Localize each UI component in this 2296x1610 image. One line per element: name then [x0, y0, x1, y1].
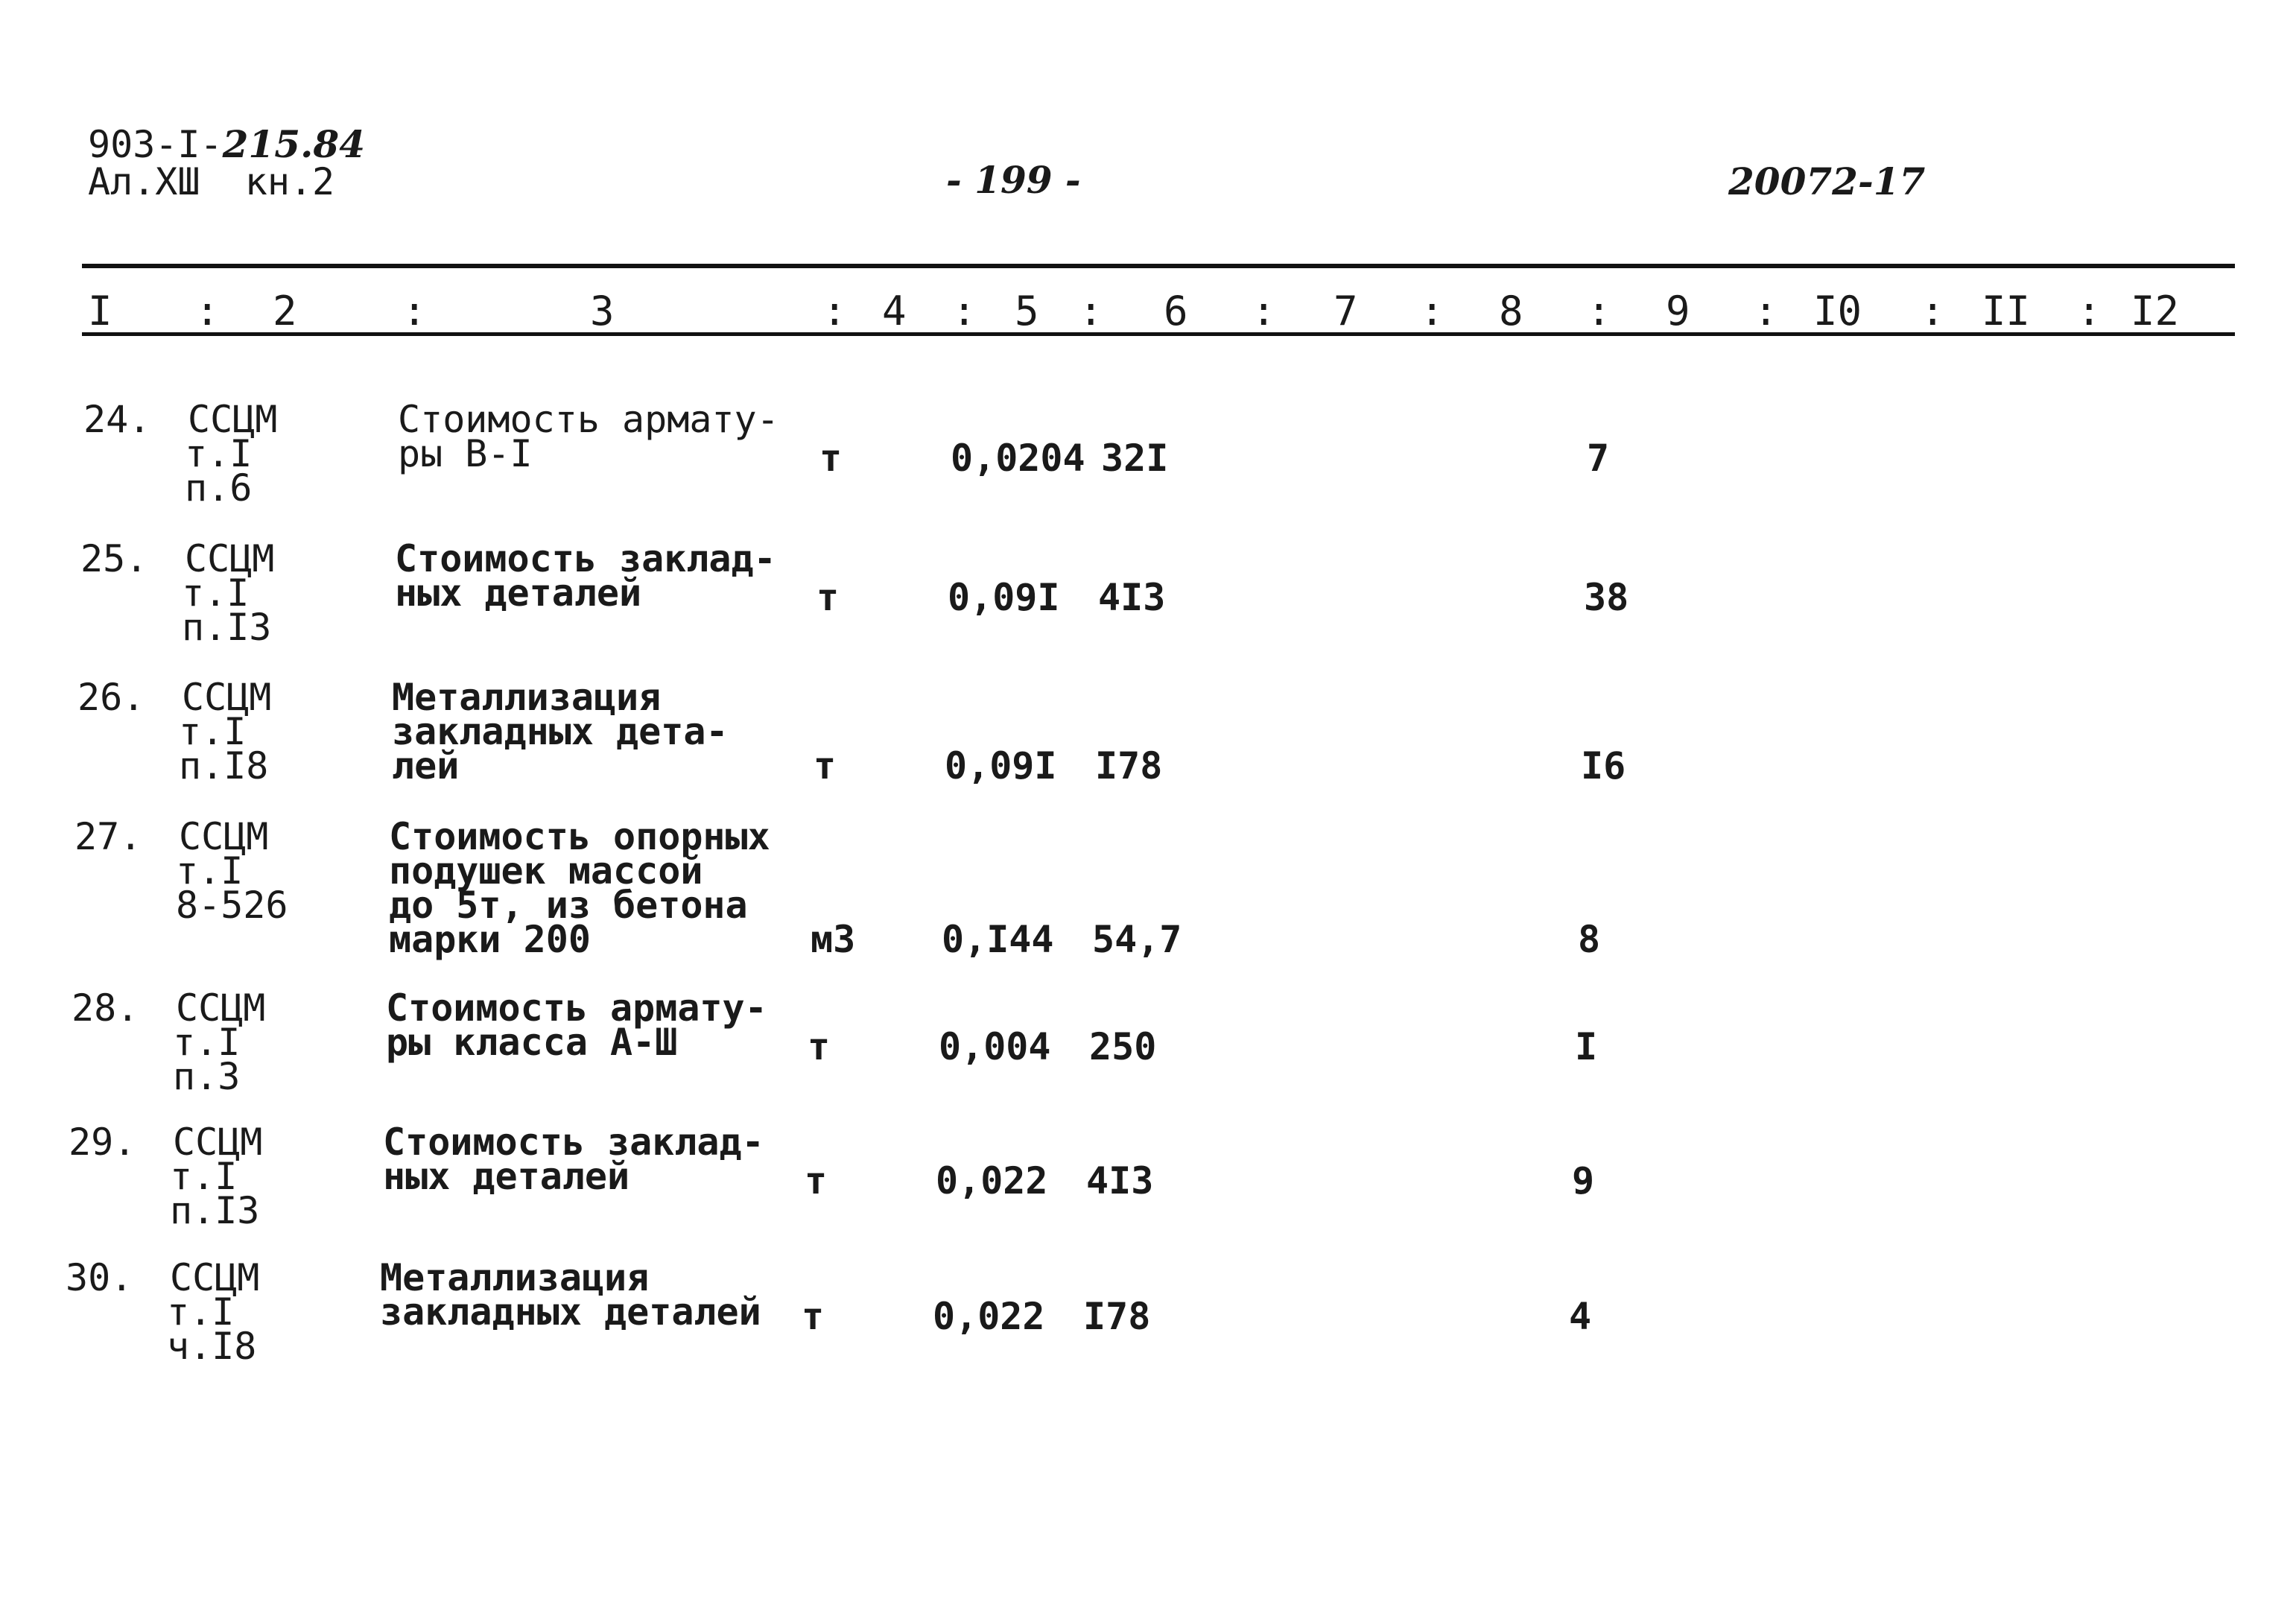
row-quantity: 0,022	[936, 1159, 1048, 1202]
row-reference: ССЦМ	[170, 1256, 260, 1299]
row-reference: п.I3	[182, 606, 272, 649]
row-description: ных деталей	[395, 571, 642, 615]
row-unit: т	[808, 1025, 831, 1068]
album-label: Ал.ХШ	[88, 160, 200, 203]
row-reference: т.I	[173, 1021, 241, 1064]
row-reference: ССЦМ	[188, 398, 278, 441]
row-quantity: 0,004	[939, 1025, 1051, 1068]
row-unit: т	[805, 1159, 828, 1202]
row-quantity: 0,0204	[951, 437, 1085, 480]
col-separator: :	[195, 288, 220, 335]
row-reference: ч.I8	[167, 1325, 257, 1368]
row-number: 25.	[80, 537, 148, 580]
row-total: 8	[1578, 918, 1601, 961]
col-label: I2	[2131, 288, 2180, 335]
col-label: 6	[1164, 288, 1188, 335]
col-separator: :	[2077, 288, 2102, 335]
col-separator: :	[822, 288, 847, 335]
row-unit: м3	[811, 918, 856, 961]
row-number: 28.	[72, 986, 139, 1030]
row-description: ры В-I	[398, 432, 533, 475]
row-quantity: 0,09I	[945, 744, 1057, 787]
document-code-prefix: 903-I-	[88, 123, 223, 166]
row-description: лей	[392, 744, 460, 787]
col-label: 9	[1666, 288, 1690, 335]
col-label: I	[88, 288, 112, 335]
row-reference: т.I	[182, 571, 250, 615]
col-label: 7	[1333, 288, 1358, 335]
book-label: кн.2	[244, 160, 335, 203]
row-description: Стоимость армату-	[398, 398, 779, 441]
col-separator: :	[1252, 288, 1276, 335]
row-total: 4	[1569, 1295, 1592, 1338]
row-reference: ССЦМ	[176, 986, 266, 1030]
row-price: I78	[1083, 1295, 1151, 1338]
row-unit: т	[816, 576, 840, 619]
row-quantity: 0,022	[933, 1295, 1045, 1338]
row-description: закладных деталей	[380, 1290, 761, 1334]
document-code-handwritten: 215.84	[222, 122, 365, 166]
col-separator: :	[952, 288, 977, 335]
col-separator: :	[1921, 288, 1945, 335]
row-price: 4I3	[1086, 1159, 1154, 1202]
row-reference: п.I8	[179, 744, 269, 787]
row-unit: т	[814, 744, 837, 787]
row-reference: ССЦМ	[173, 1121, 263, 1164]
row-total: 38	[1584, 576, 1629, 619]
row-price: 4I3	[1098, 576, 1166, 619]
row-reference: т.I	[170, 1155, 238, 1198]
row-description: Стоимость опорных	[389, 815, 770, 858]
row-reference: п.I3	[170, 1189, 260, 1232]
row-price: I78	[1095, 744, 1163, 787]
row-reference: ССЦМ	[179, 815, 269, 858]
col-label: I0	[1813, 288, 1862, 335]
row-number: 30.	[66, 1256, 133, 1299]
col-separator: :	[402, 288, 427, 335]
col-label: 5	[1015, 288, 1039, 335]
row-price: 54,7	[1092, 918, 1182, 961]
page-number: - 199 -	[946, 158, 1081, 202]
row-quantity: 0,09I	[948, 576, 1060, 619]
row-description: закладных дета-	[392, 710, 729, 753]
col-label: 3	[590, 288, 615, 335]
row-description: Стоимость заклад-	[383, 1121, 764, 1164]
row-quantity: 0,I44	[942, 918, 1054, 961]
col-separator: :	[1079, 288, 1103, 335]
row-description: Металлизация	[380, 1256, 650, 1299]
col-label: 2	[273, 288, 297, 335]
row-total: I6	[1581, 744, 1626, 787]
row-description: подушек массой	[389, 849, 703, 893]
row-number: 29.	[69, 1121, 136, 1164]
row-description: до 5т, из бетона	[389, 884, 748, 927]
row-total: 9	[1572, 1159, 1595, 1202]
row-number: 26.	[77, 676, 145, 719]
row-unit: т	[802, 1295, 825, 1338]
row-reference: ССЦМ	[185, 537, 275, 580]
row-description: ры класса А-Ш	[386, 1021, 678, 1064]
row-description: марки 200	[389, 918, 591, 961]
row-reference: т.I	[176, 849, 244, 893]
col-label: 8	[1499, 288, 1523, 335]
album-book	[88, 162, 334, 201]
col-separator: :	[1420, 288, 1444, 335]
row-reference: п.6	[185, 466, 253, 510]
row-total: I	[1575, 1025, 1598, 1068]
row-description: Металлизация	[392, 676, 662, 719]
row-reference: 8-526	[176, 884, 288, 927]
row-price: 32I	[1101, 437, 1169, 480]
row-description: Стоимость армату-	[386, 986, 767, 1030]
row-reference: п.3	[173, 1055, 241, 1098]
col-separator: :	[1754, 288, 1778, 335]
row-number: 24.	[83, 398, 151, 441]
document-number: 20072-17	[1728, 159, 1926, 203]
col-label: II	[1982, 288, 2031, 335]
row-reference: т.I	[179, 710, 247, 753]
table-top-rule	[82, 264, 2235, 268]
row-description: ных деталей	[383, 1155, 630, 1198]
col-label: 4	[882, 288, 907, 335]
row-number: 27.	[74, 815, 142, 858]
row-description: Стоимость заклад-	[395, 537, 776, 580]
document-code	[88, 122, 365, 166]
row-reference: ССЦМ	[182, 676, 272, 719]
row-reference: т.I	[185, 432, 253, 475]
row-total: 7	[1587, 437, 1610, 480]
row-reference: т.I	[167, 1290, 235, 1334]
row-price: 250	[1089, 1025, 1157, 1068]
row-unit: т	[819, 437, 843, 480]
col-separator: :	[1587, 288, 1611, 335]
